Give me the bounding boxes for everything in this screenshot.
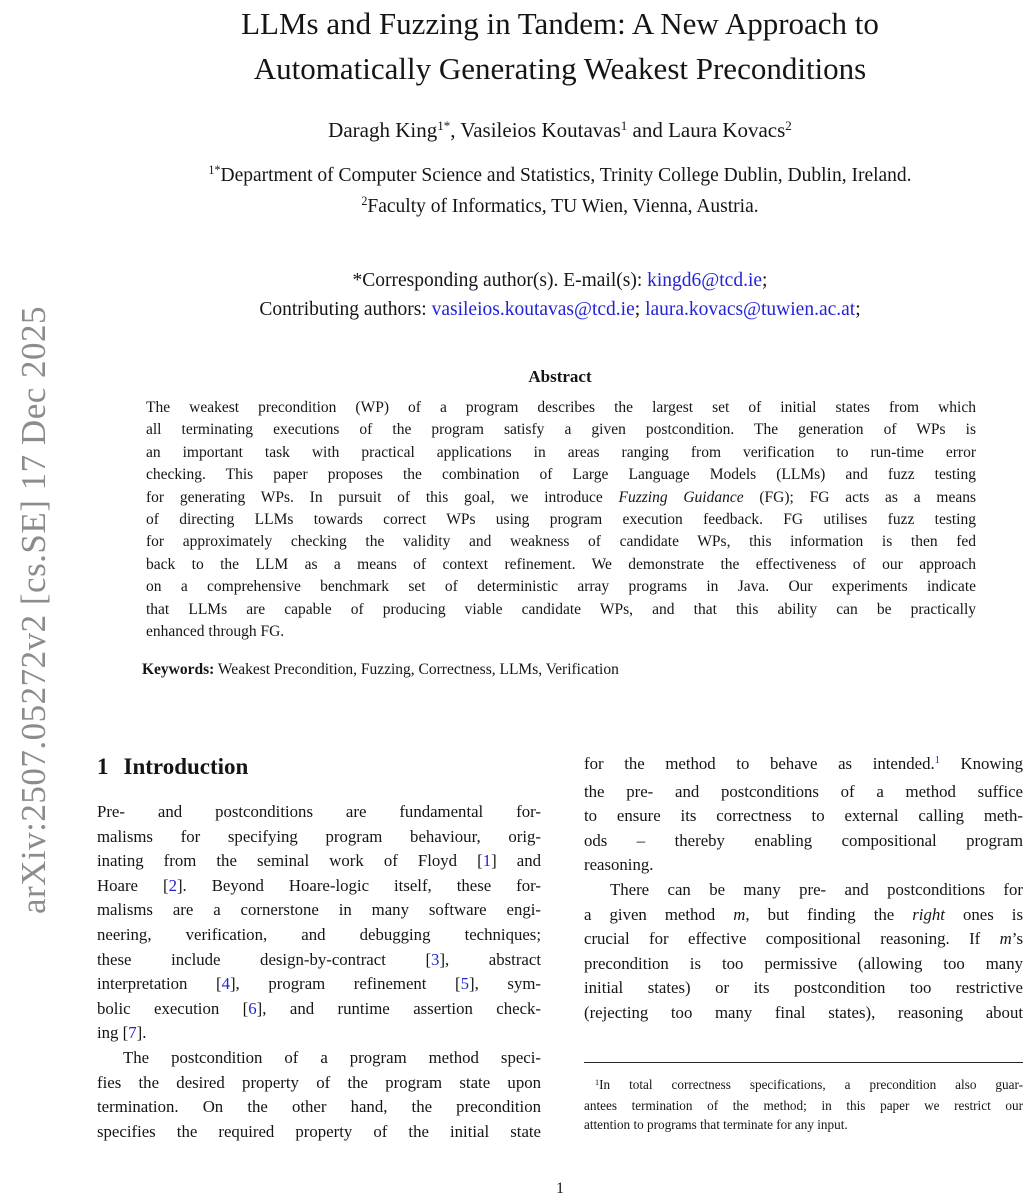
text-line	[97, 874, 541, 899]
keywords-line	[142, 661, 972, 679]
text-run: neering, verification, and debugging techniques;	[97, 924, 541, 944]
text-run: crucial for effective compositional reasoning. If	[584, 929, 1000, 949]
column-left	[97, 752, 541, 1144]
inline-link[interactable]: 5	[460, 974, 470, 994]
corresponding-author-line	[97, 266, 1023, 295]
section-heading-introduction	[97, 752, 541, 782]
inline-link[interactable]: 4	[221, 974, 230, 994]
text-line	[97, 825, 541, 850]
text-line	[97, 997, 541, 1022]
page-number: 1	[556, 1180, 564, 1197]
text-run: Department of Computer Science and Statistics, Trinity College Dublin, Dublin, Ireland.	[220, 165, 912, 186]
text-run: antees termination of the method; in this paper we restrict our	[584, 1097, 1023, 1113]
text-line	[97, 849, 541, 874]
text-run: interpretation [	[97, 974, 222, 994]
text-run: Weakest Precondition, Fuzzing, Correctness, LLMs, Verification	[214, 661, 619, 678]
section-title: Introduction	[123, 754, 249, 779]
text-line	[584, 1097, 1023, 1116]
paper-title-line-1: LLMs and Fuzzing in Tandem: A New Approach to	[241, 6, 879, 41]
affiliation-1	[97, 161, 1023, 192]
text-run: attention to programs that terminate for any input.	[584, 1116, 848, 1132]
text-run: malisms are a cornerstone in many software engi-	[97, 900, 541, 920]
text-line	[97, 898, 541, 923]
italic-text: m	[999, 929, 1012, 949]
text-line	[146, 531, 976, 553]
text-line	[97, 800, 541, 825]
text-line	[584, 878, 1023, 903]
text-line	[97, 923, 541, 948]
text-line	[97, 948, 541, 973]
text-run: Knowing	[939, 754, 1023, 773]
text-line	[584, 853, 1023, 878]
text-run: termination. On the other hand, the precondition	[97, 1097, 541, 1117]
text-run: for generating WPs. In pursuit of this goal, we introduce	[146, 488, 619, 506]
text-run: precondition is too permissive (allowing too many	[584, 953, 1023, 973]
bold-label: Keywords:	[142, 661, 215, 678]
superscript-marker: 2	[785, 117, 792, 133]
text-run: There can be many pre- and postconditions for	[610, 879, 1023, 899]
text-run: on a comprehensive benchmark set of deterministic array programs in Java. Our experiments indicate	[146, 578, 976, 596]
text-run: that LLMs are capable of producing viable candidate WPs, and that this ability can be practically	[146, 600, 976, 618]
text-run: all terminating executions of the program satisfy a given postcondition. The generation of WPs is	[146, 421, 976, 439]
affiliation-2	[97, 192, 1023, 223]
arxiv-watermark: arXiv:2507.05272v2 [cs.SE] 17 Dec 2025	[14, 305, 53, 915]
text-line	[97, 1021, 541, 1046]
text-line	[584, 804, 1023, 829]
text-run: The weakest precondition (WP) of a program describes the largest set of initial states from which	[146, 399, 976, 416]
text-run: bolic execution [	[97, 998, 249, 1018]
text-run: In total correctness specifications, a precondition also guar-	[599, 1077, 1023, 1092]
text-line	[584, 752, 1023, 780]
text-line	[146, 621, 976, 643]
text-run: back to the LLM as a means of context refinement. We demonstrate the effectiveness of our approach	[146, 555, 976, 573]
text-run: , Vasileios Koutavas	[450, 118, 621, 142]
paper-content	[97, 0, 1023, 1200]
text-run: ], abstract	[439, 949, 541, 969]
text-line	[584, 1076, 1023, 1097]
abstract-heading: Abstract	[528, 367, 592, 386]
inline-link[interactable]: 2	[168, 875, 177, 895]
text-run: ones is	[944, 904, 1024, 924]
text-line	[146, 576, 976, 598]
footnote-marker-link[interactable]: 1	[934, 755, 940, 767]
text-run: *Corresponding author(s). E-mail(s):	[352, 270, 648, 291]
text-line	[584, 976, 1023, 1001]
text-run: checking. This paper proposes the combination of Large Language Models (LLMs) and fuzz testing	[146, 466, 976, 484]
text-run: to ensure its correctness to external calling meth-	[584, 806, 1023, 826]
text-run: and Laura Kovacs	[627, 118, 786, 142]
text-run: ;	[762, 270, 768, 291]
text-run: enhanced through FG.	[146, 623, 285, 641]
footnote-block	[584, 1062, 1023, 1134]
superscript-marker: 2	[361, 194, 368, 209]
text-run: malisms for specifying program behaviour, orig-	[97, 826, 541, 846]
text-run: ;	[634, 299, 646, 320]
text-line	[584, 1116, 1023, 1135]
text-line	[146, 419, 976, 441]
superscript-marker: 1	[595, 1077, 600, 1087]
text-run: for approximately checking the validity and weakness of candidate WPs, this information is then fed	[146, 533, 976, 551]
italic-text: Fuzzing Guidance	[618, 488, 744, 506]
text-line	[146, 487, 976, 509]
text-run: ], program refinement [	[229, 974, 461, 994]
text-run: an important task with practical applications in areas ranging from verification to run-time error	[146, 443, 976, 461]
text-line	[146, 554, 976, 576]
text-run: , but finding the	[745, 904, 913, 924]
text-line	[584, 829, 1023, 854]
italic-text: m	[733, 904, 746, 924]
text-run: ].	[136, 1023, 147, 1043]
italic-text: right	[912, 904, 945, 924]
superscript-marker: 1*	[208, 163, 221, 178]
correspondence-block	[97, 266, 1023, 324]
text-line	[584, 952, 1023, 977]
inline-link[interactable]: kingd6@tcd.ie	[647, 270, 763, 291]
inline-link[interactable]: vasileios.koutavas@tcd.ie	[431, 299, 635, 320]
text-run: initial states) or its postcondition too restrictive	[584, 978, 1023, 998]
text-run: Hoare [	[97, 875, 169, 895]
text-run: ods – thereby enabling compositional program	[584, 830, 1023, 850]
text-run: (rejecting too many final states), reasoning about	[584, 1002, 1023, 1022]
text-run: ing [	[97, 1023, 129, 1043]
body-text-left	[97, 800, 541, 1144]
text-line	[584, 927, 1023, 952]
text-line	[97, 1046, 541, 1071]
text-line	[97, 972, 541, 997]
text-run: reasoning.	[584, 855, 654, 875]
text-run: for the method to behave as intended.	[584, 754, 935, 773]
text-line	[146, 464, 976, 486]
text-run: Contributing authors:	[259, 299, 432, 320]
contributing-authors-line	[97, 295, 1023, 324]
text-line	[97, 1071, 541, 1096]
text-line	[584, 1001, 1023, 1026]
text-run: ]. Beyond Hoare-logic itself, these for-	[176, 875, 541, 895]
text-line	[97, 1120, 541, 1145]
text-run: fies the desired property of the program state upon	[97, 1072, 541, 1092]
superscript-marker: 1*	[437, 117, 451, 133]
text-run: ], and runtime assertion check-	[256, 998, 542, 1018]
text-run: inating from the seminal work of Floyd [	[97, 851, 483, 871]
text-line	[146, 442, 976, 464]
text-run: the pre- and postconditions of a method suffice	[584, 781, 1023, 801]
text-run: The postcondition of a program method speci-	[123, 1047, 541, 1067]
paper-title-line-2: Automatically Generating Weakest Preconditions	[253, 51, 867, 86]
inline-link[interactable]: 6	[248, 998, 257, 1018]
inline-link[interactable]: 3	[431, 949, 440, 969]
inline-link[interactable]: 7	[128, 1023, 137, 1043]
text-run: ’s	[1011, 929, 1023, 949]
text-line	[146, 509, 976, 531]
body-text-right	[584, 752, 1023, 1026]
affiliations	[97, 161, 1023, 223]
text-run: specifies the required property of the initial state	[97, 1121, 541, 1141]
paper-title	[97, 1, 1023, 91]
superscript-marker: 1	[620, 117, 628, 133]
text-run: (FG); FG acts as a means	[743, 488, 976, 506]
text-run: Daragh King	[328, 118, 438, 142]
text-run: ;	[855, 299, 861, 320]
text-line	[97, 1095, 541, 1120]
text-line	[146, 599, 976, 621]
inline-link[interactable]: 1	[482, 851, 492, 871]
text-run: a given method	[584, 904, 734, 924]
text-line	[584, 780, 1023, 805]
text-line	[146, 397, 976, 419]
text-run: of directing LLMs towards correct WPs using program execution feedback. FG utilises fuzz testing	[146, 511, 976, 529]
section-number: 1	[97, 754, 109, 779]
text-line	[584, 903, 1023, 928]
text-run: Faculty of Informatics, TU Wien, Vienna, Austria.	[367, 196, 759, 217]
text-run: ] and	[491, 851, 542, 871]
text-run: ], sym-	[469, 974, 541, 994]
inline-link[interactable]: laura.kovacs@tuwien.ac.at	[645, 299, 856, 320]
author-line	[97, 118, 1023, 143]
column-right	[584, 752, 1023, 1026]
text-run: Pre- and postconditions are fundamental for-	[97, 802, 541, 821]
abstract-body	[146, 397, 976, 643]
text-run: these include design-by-contract [	[97, 949, 432, 969]
